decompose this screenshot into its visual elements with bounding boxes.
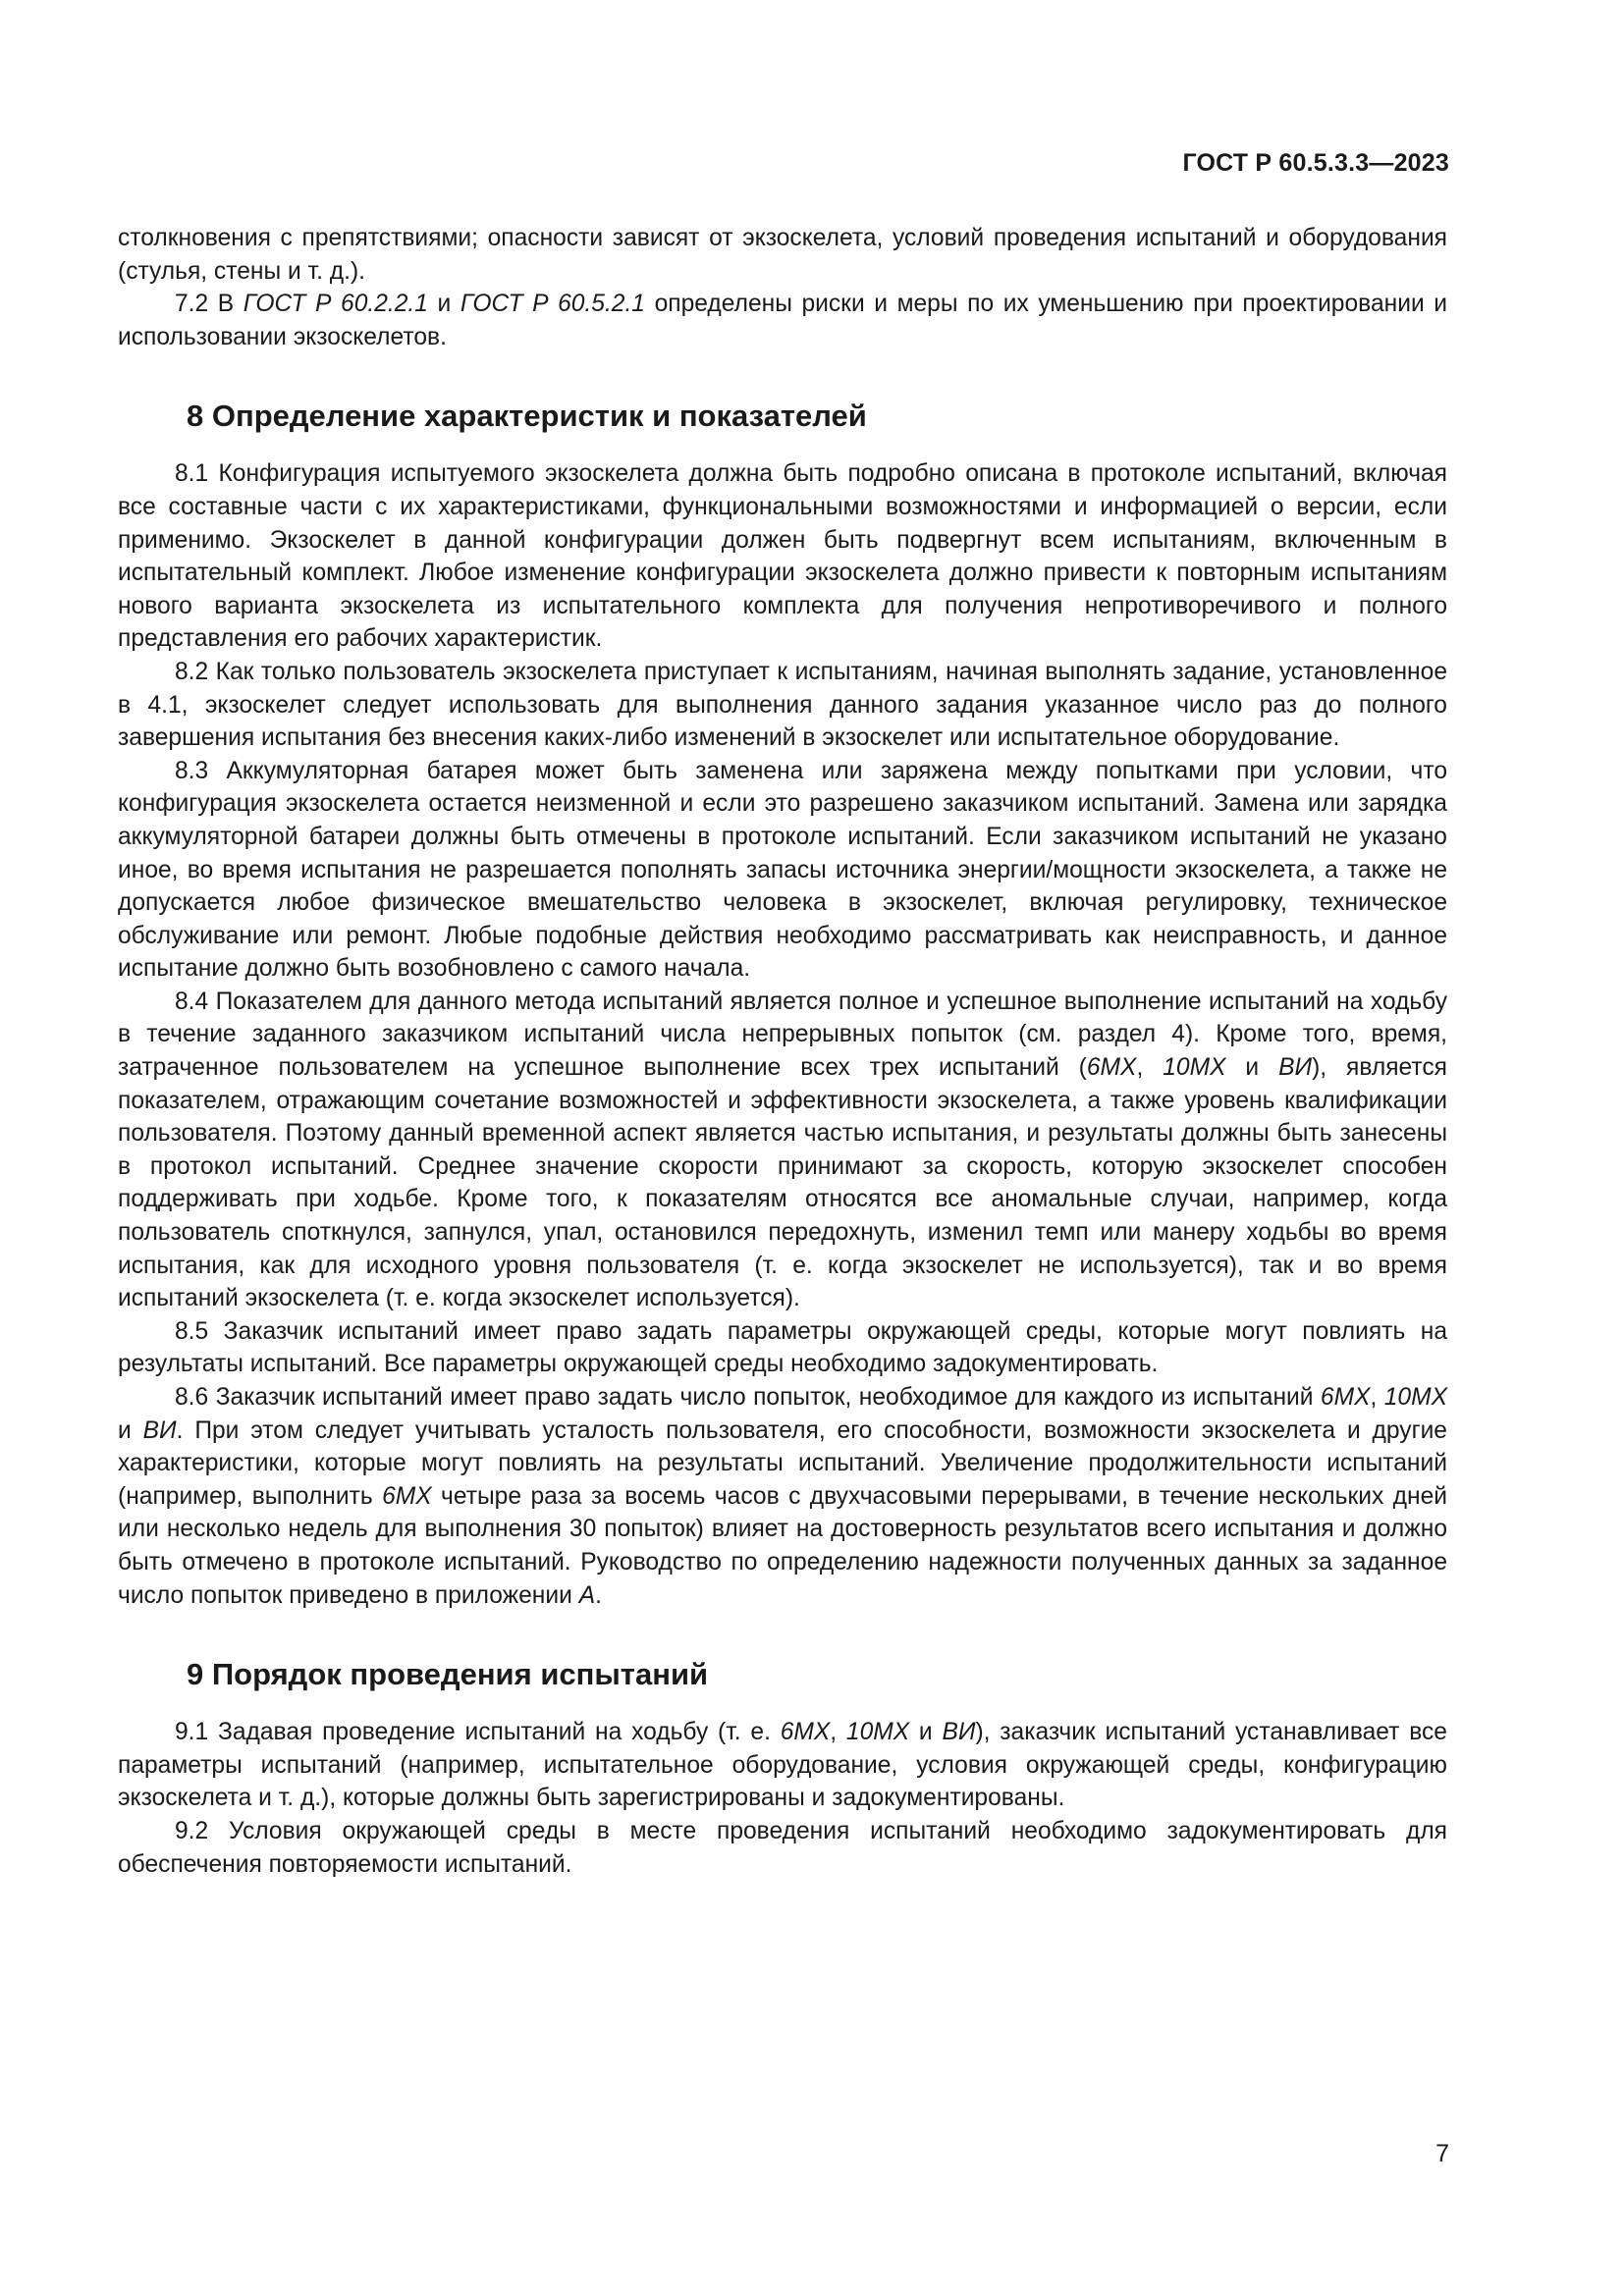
paragraph-8-6: 8.6 Заказчик испытаний имеет право задать число попыток, необходимое для каждого из испытаний 6МХ, 10МХ и ВИ. При этом следует учитывать усталость пользователя, его способности, возможности экзоскелета и другие характеристики, которые могут повлиять на результаты испытаний. Увеличение продолжительности испытаний (например, выполнить 6МХ четыре раза за восемь часов с двухчасовыми перерывами, в течение нескольких дней или несколько недель для выполнения 30 попыток) влияет на достоверность результатов всего испытания и должно быть отмечено в протоколе испытаний. Руководство по определению надежности полученных данных за заданное число попыток приведено в приложении А. (118, 1384, 1448, 1609)
paragraph-9-1: 9.1 Задавая проведение испытаний на ходьбу (т. е. 6МХ, 10МХ и ВИ), заказчик испытаний устанавливает все параметры испытаний (например, испытательное оборудование, условия окружающей среды, конфигурацию экзоскелета и т. д.), которые должны быть зарегистрированы и задокументированы. (118, 1719, 1447, 1812)
paragraph-8-3: 8.3 Аккумуляторная батарея может быть заменена или заряжена между попытками при условии, что конфигурация экзоскелета остается неизменной и если это разрешено заказчиком испытаний. Замена или зарядка аккумуляторной батареи должны быть отмечены в протоколе испытаний. Если заказчиком испытаний не указано иное, во время испытания не разрешается пополнять запасы источника энергии/мощности экзоскелета, а также не допускается любое физическое вмешательство человека в экзоскелет, включая регулировку, техническое обслуживание или ремонт. Любые подобные действия необходимо рассматривать как неисправность, и данное испытание должно быть возобновлено с самого начала. (118, 757, 1447, 983)
paragraph-8-5: 8.5 Заказчик испытаний имеет право задать параметры окружающей среды, которые могут повлиять на результаты испытаний. Все параметры окружающей среды необходимо задокументировать. (118, 1317, 1447, 1378)
document-body (118, 222, 1447, 1881)
paragraph-8-4: 8.4 Показателем для данного метода испытаний является полное и успешное выполнение испытаний на ходьбу в течение заданного заказчиком испытаний числа непрерывных попыток (см. раздел 4). Кроме того, время, затраченное пользователем на успешное выполнение всех трех испытаний (6МХ, 10МХ и ВИ), является показателем, отражающим сочетание возможностей и эффективности экзоскелета, а также уровень квалификации пользователя. Поэтому данный временной аспект является частью испытания, и результаты должны быть занесены в протокол испытаний. Среднее значение скорости принимают за скорость, которую экзоскелет способен поддерживать при ходьбе. Кроме того, к показателям относятся все аномальные случаи, например, когда пользователь споткнулся, запнулся, упал, остановился передохнуть, изменил темп или манеру ходьбы во время испытания, как для исходного уровня пользователя (т. е. когда экзоскелет не используется), так и во время испытаний экзоскелета (т. е. когда экзоскелет используется). (118, 988, 1448, 1312)
section-8-title: 8 Определение характеристик и показателей (187, 399, 867, 434)
paragraph-8-1: 8.1 Конфигурация испытуемого экзоскелета должна быть подробно описана в протоколе испытаний, включая все составные части с их характеристиками, функциональными возможностями и информацией о версии, если применимо. Экзоскелет в данной конфигурации должен быть подвергнут всем испытаниям, включенным в испытательный комплект. Любое изменение конфигурации экзоскелета должно привести к повторным испытаниям нового варианта экзоскелета из испытательного комплекта для получения непротиворечивого и полного представления его рабочих характеристик. (118, 460, 1447, 653)
paragraph-7-2: 7.2 В ГОСТ Р 60.2.2.1 и ГОСТ Р 60.5.2.1 определены риски и меры по их уменьшению при проектировании и использовании экзоскелетов. (118, 291, 1448, 350)
paragraph-9-2: 9.2 Условия окружающей среды в месте проведения испытаний необходимо задокументировать для обеспечения повторяемости испытаний. (118, 1817, 1447, 1878)
paragraph-8-2: 8.2 Как только пользователь экзоскелета приступает к испытаниям, начиная выполнять задание, установленное в 4.1, экзоскелет следует использовать для выполнения данного задания указанное число раз до полного завершения испытания без внесения каких-либо изменений в экзоскелет или испытательное оборудование. (118, 658, 1447, 752)
paragraph-continued: столкновения с препятствиями; опасности зависят от экзоскелета, условий проведения испытаний и оборудования (стулья, стены и т. д.). (118, 225, 1447, 285)
page-number: 7 (1435, 2140, 1449, 2167)
section-9-title: 9 Порядок проведения испытаний (187, 1657, 709, 1692)
document-code: ГОСТ Р 60.5.3.3—2023 (1182, 149, 1449, 177)
